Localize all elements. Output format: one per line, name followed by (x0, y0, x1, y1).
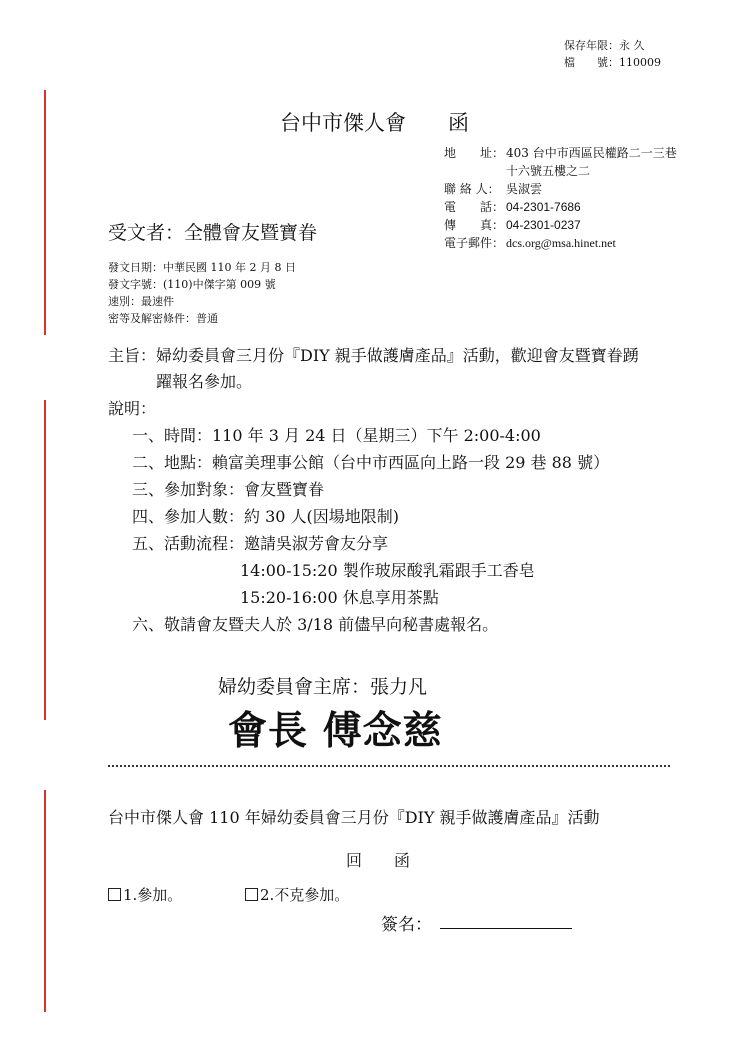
file-number: 檔 號：110009 (564, 56, 661, 69)
option-decline-label: 2.不克參加。 (260, 886, 350, 904)
decline-checkbox[interactable] (245, 888, 258, 901)
reply-title: 台中市傑人會 110 年婦幼委員會三月份『DIY 親手做護膚產品』活動 (108, 808, 600, 827)
delivery-speed: 速別：最速件 (108, 295, 174, 308)
subject-line-1: 主旨：婦幼委員會三月份『DIY 親手做護膚產品』活動，歡迎會友暨寶眷踴 (108, 346, 639, 365)
issue-date: 發文日期：中華民國 110 年 2 月 8 日 (108, 261, 296, 274)
item-location: 二、地點：賴富美理事公館（台中市西區向上路一段 29 巷 88 號） (132, 453, 610, 472)
address-line1: 403 台中市西區民權路二一三巷 (506, 146, 677, 160)
recipient: 受文者：全體會友暨寶眷 (108, 222, 318, 244)
phone-number: 04-2301-7686 (506, 200, 581, 214)
attend-checkbox[interactable] (108, 888, 121, 901)
fax-number: 04-2301-0237 (506, 218, 581, 232)
email-label: 電子郵件： (444, 236, 505, 250)
secrecy-level: 密等及解密條件：普通 (108, 312, 218, 325)
item-headcount: 四、參加人數：約 30 人(因場地限制) (132, 507, 400, 526)
option-decline[interactable] (245, 884, 349, 905)
page-title: 台中市傑人會 函 (280, 111, 469, 135)
item-registration: 六、敬請會友暨夫人於 3/18 前儘早向秘書處報名。 (132, 615, 499, 634)
item-participants: 三、參加對象：會友暨寶眷 (132, 480, 325, 499)
email-address: dcs.org@msa.hinet.net (506, 236, 616, 250)
binding-line-bottom (44, 790, 46, 1012)
document-number: 發文字號：(110)中傑字第 009 號 (108, 278, 276, 291)
subject-line-2: 躍報名參加。 (156, 372, 253, 391)
retention-period: 保存年限：永 久 (564, 39, 645, 52)
binding-line-top (44, 90, 46, 335)
program-step-2: 15:20-16:00 休息享用茶點 (240, 588, 439, 607)
option-attend-label: 1.參加。 (123, 886, 183, 904)
contact-label: 聯 絡 人： (444, 182, 500, 196)
fax-label: 傳 真： (444, 218, 505, 232)
phone-label: 電 話： (444, 200, 505, 214)
binding-line-middle (44, 400, 46, 720)
address-label: 地 址： (444, 146, 505, 160)
option-attend[interactable] (108, 884, 182, 905)
explanation-label: 說明： (108, 399, 157, 418)
program-step-1: 14:00-15:20 製作玻尿酸乳霜跟手工香皂 (240, 561, 535, 580)
signature-line[interactable] (440, 928, 572, 929)
item-program: 五、活動流程：邀請吳淑芳會友分享 (132, 534, 389, 553)
reply-heading: 回 函 (346, 851, 411, 870)
item-time: 一、時間：110 年 3 月 24 日（星期三）下午 2:00-4:00 (132, 426, 541, 445)
committee-chair: 婦幼委員會主席：張力凡 (218, 676, 428, 698)
contact-person: 吳淑雲 (506, 182, 543, 196)
signature-label: 簽名： (381, 915, 432, 935)
president-signature: 會長 傅念慈 (228, 708, 443, 754)
cut-line (108, 765, 670, 767)
address-line2: 十六號五樓之二 (506, 164, 591, 178)
